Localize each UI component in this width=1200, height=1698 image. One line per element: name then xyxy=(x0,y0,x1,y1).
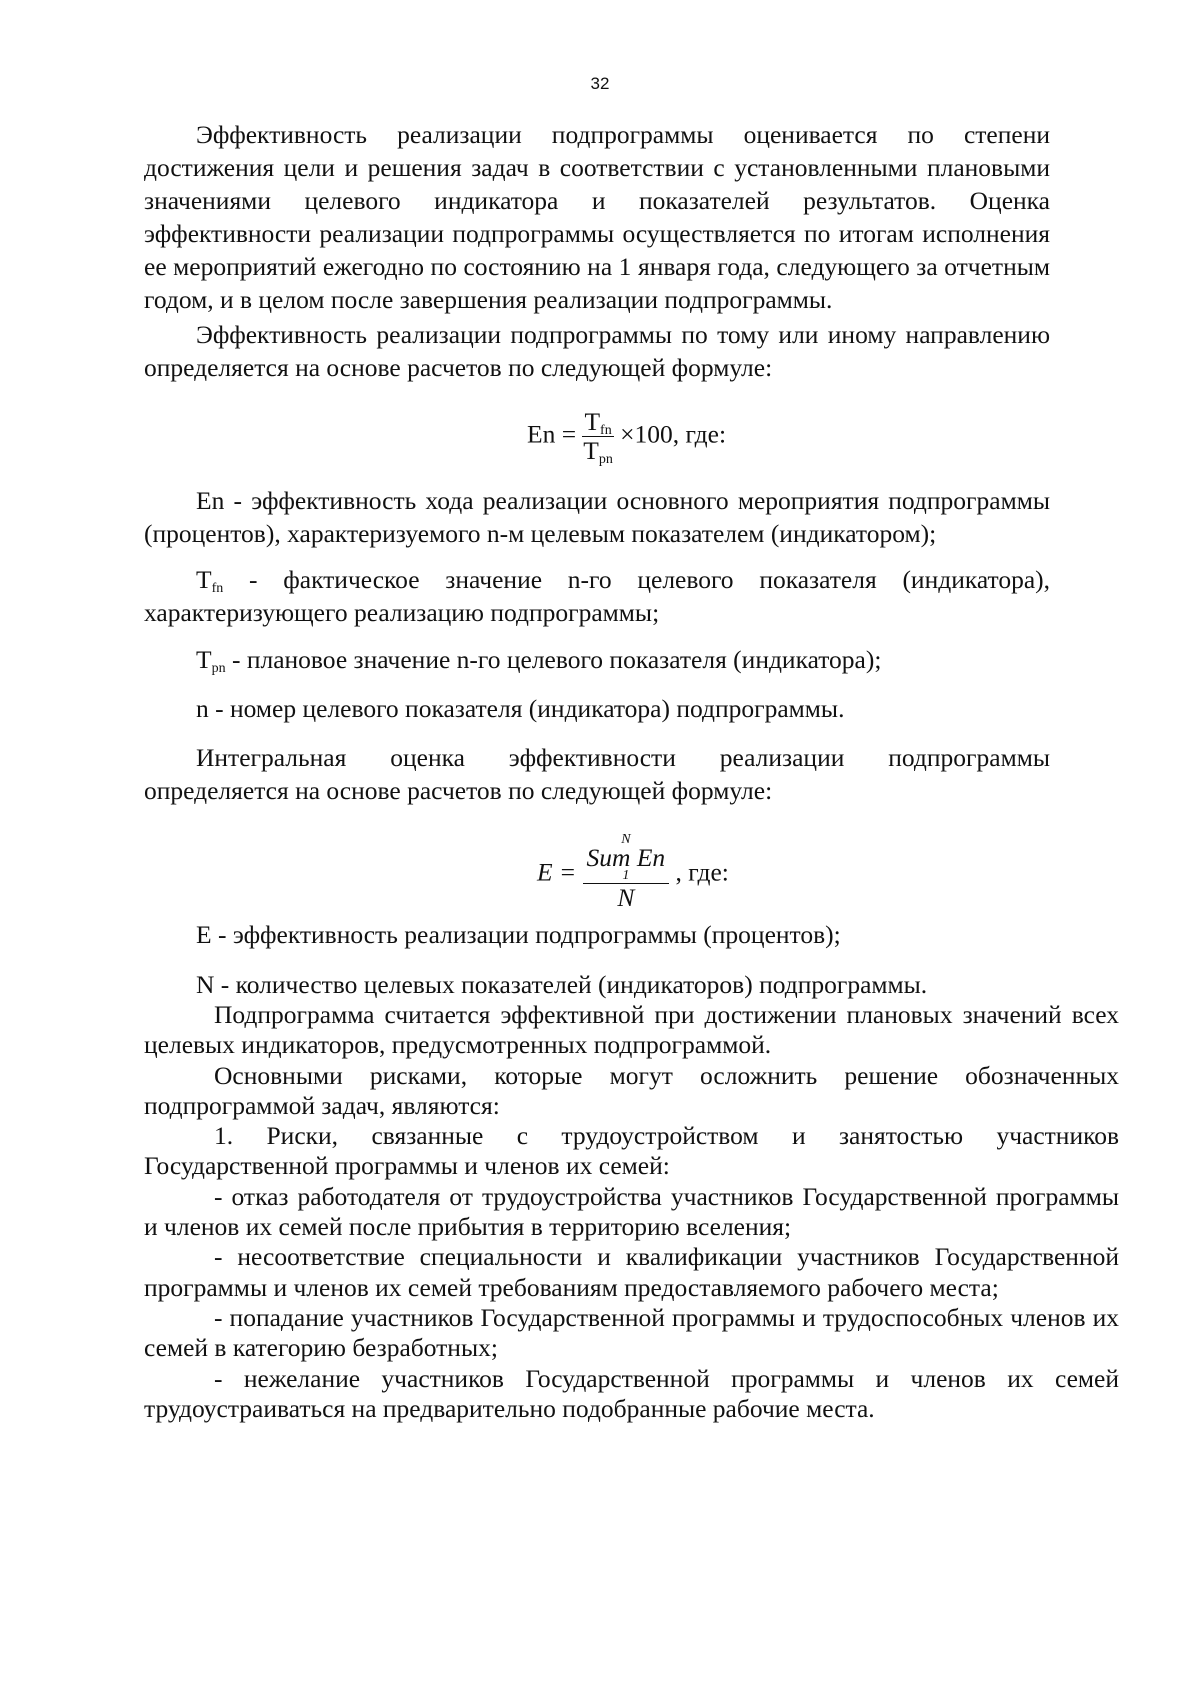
risk-subitem: - попадание участников Государственной программы и трудоспособных членов их семей в категорию безработных; xyxy=(144,1302,1119,1363)
paragraph-effectiveness-assessment xyxy=(144,118,1050,316)
definition-tfn xyxy=(144,563,1050,629)
symbol-subscript: pn xyxy=(211,661,226,676)
sum-lower-limit: 1 xyxy=(622,868,630,883)
fraction-numerator xyxy=(583,833,670,884)
sum-expression: Sum En xyxy=(586,843,666,872)
symbol-t: T xyxy=(196,645,212,674)
definition-en xyxy=(144,484,1050,550)
paragraph-risks-intro: Основными рисками, которые могут осложнить решение обозначенных подпрограммой задач, являются: xyxy=(144,1060,1119,1120)
fraction-denominator: $T_{pn}$ xyxy=(583,436,613,467)
risk-subitem: - нежелание участников Государственной программы и членов их семей трудоустраиваться на предварительно подобранные рабочие места. xyxy=(144,1363,1119,1423)
definition-count-n xyxy=(144,968,1050,1001)
sum-upper-limit: N xyxy=(621,832,631,847)
symbol-t: T xyxy=(196,565,212,594)
definition-text: En - эффективность хода реализации основного мероприятия подпрограммы (процентов), характеризуемого n-м целевым показателем (индикатором); xyxy=(144,486,1050,548)
paragraph-text: Интегральная оценка эффективности реализации подпрограммы определяется на основе расчетов по следующей формуле: xyxy=(144,743,1050,805)
definition-text: N - количество целевых показателей (индикаторов) подпрограммы. xyxy=(196,970,928,999)
paragraph-direction-formula-intro xyxy=(144,318,1050,384)
symbol-subscript: fn xyxy=(211,581,224,596)
formula-e xyxy=(537,833,729,912)
fraction-numerator: $T_{fn}$ xyxy=(584,407,612,438)
formula-lhs: En = xyxy=(527,419,577,449)
risks-section xyxy=(144,1000,1119,1424)
paragraph-integral-formula-intro xyxy=(144,741,1050,807)
paragraph-effective-condition: Подпрограмма считается эффективной при достижении плановых значений всех целевых индикаторов, предусмотренных подпрограммой. xyxy=(144,1000,1119,1060)
formula-fraction xyxy=(583,833,670,912)
definition-e xyxy=(144,918,1050,951)
paragraph-text: Эффективность реализации подпрограммы по тому или иному направлению определяется на основе расчетов по следующей формуле: xyxy=(144,320,1050,382)
paragraph-text: Эффективность реализации подпрограммы оценивается по степени достижения цели и решения задач в соответствии с установленными плановыми значениями целевого индикатора и показателей результатов. Оценка эффективности реализации подпрограммы осуществляется по итогам исполнения ее мероприятий ежегодно по состоянию на 1 января года, следующего за отчетным годом, и в целом после завершения реализации подпрограммы. xyxy=(144,120,1050,314)
definition-text: E - эффективность реализации подпрограммы (процентов); xyxy=(196,920,841,949)
formula-rhs: ×100, где: xyxy=(620,419,727,449)
definition-text: n - номер целевого показателя (индикатора) подпрограммы. xyxy=(196,694,845,723)
definition-text: - плановое значение n-го целевого показателя (индикатора); xyxy=(225,645,882,674)
formula-rhs: , где: xyxy=(675,857,729,887)
definition-text: - фактическое значение n-го целевого показателя (индикатора), характеризующего реализацию подпрограммы; xyxy=(144,565,1050,627)
formula-en xyxy=(527,408,726,465)
formula-fraction xyxy=(582,408,613,465)
risk-item-employment: 1. Риски, связанные с трудоустройством и занятостью участников Государственной программы и членов их семей: xyxy=(144,1121,1119,1181)
definition-n xyxy=(144,692,1050,725)
risk-subitem: - несоответствие специальности и квалификации участников Государственной программы и членов их семей требованиям предоставляемого рабочего места; xyxy=(144,1242,1119,1302)
definition-tpn xyxy=(144,643,1050,676)
page-number: 32 xyxy=(590,74,610,93)
formula-lhs: E = xyxy=(537,857,577,887)
fraction-denominator: N xyxy=(617,883,635,912)
risk-subitem: - отказ работодателя от трудоустройства участников Государственной программы и членов их семей после прибытия в территорию вселения; xyxy=(144,1181,1119,1242)
